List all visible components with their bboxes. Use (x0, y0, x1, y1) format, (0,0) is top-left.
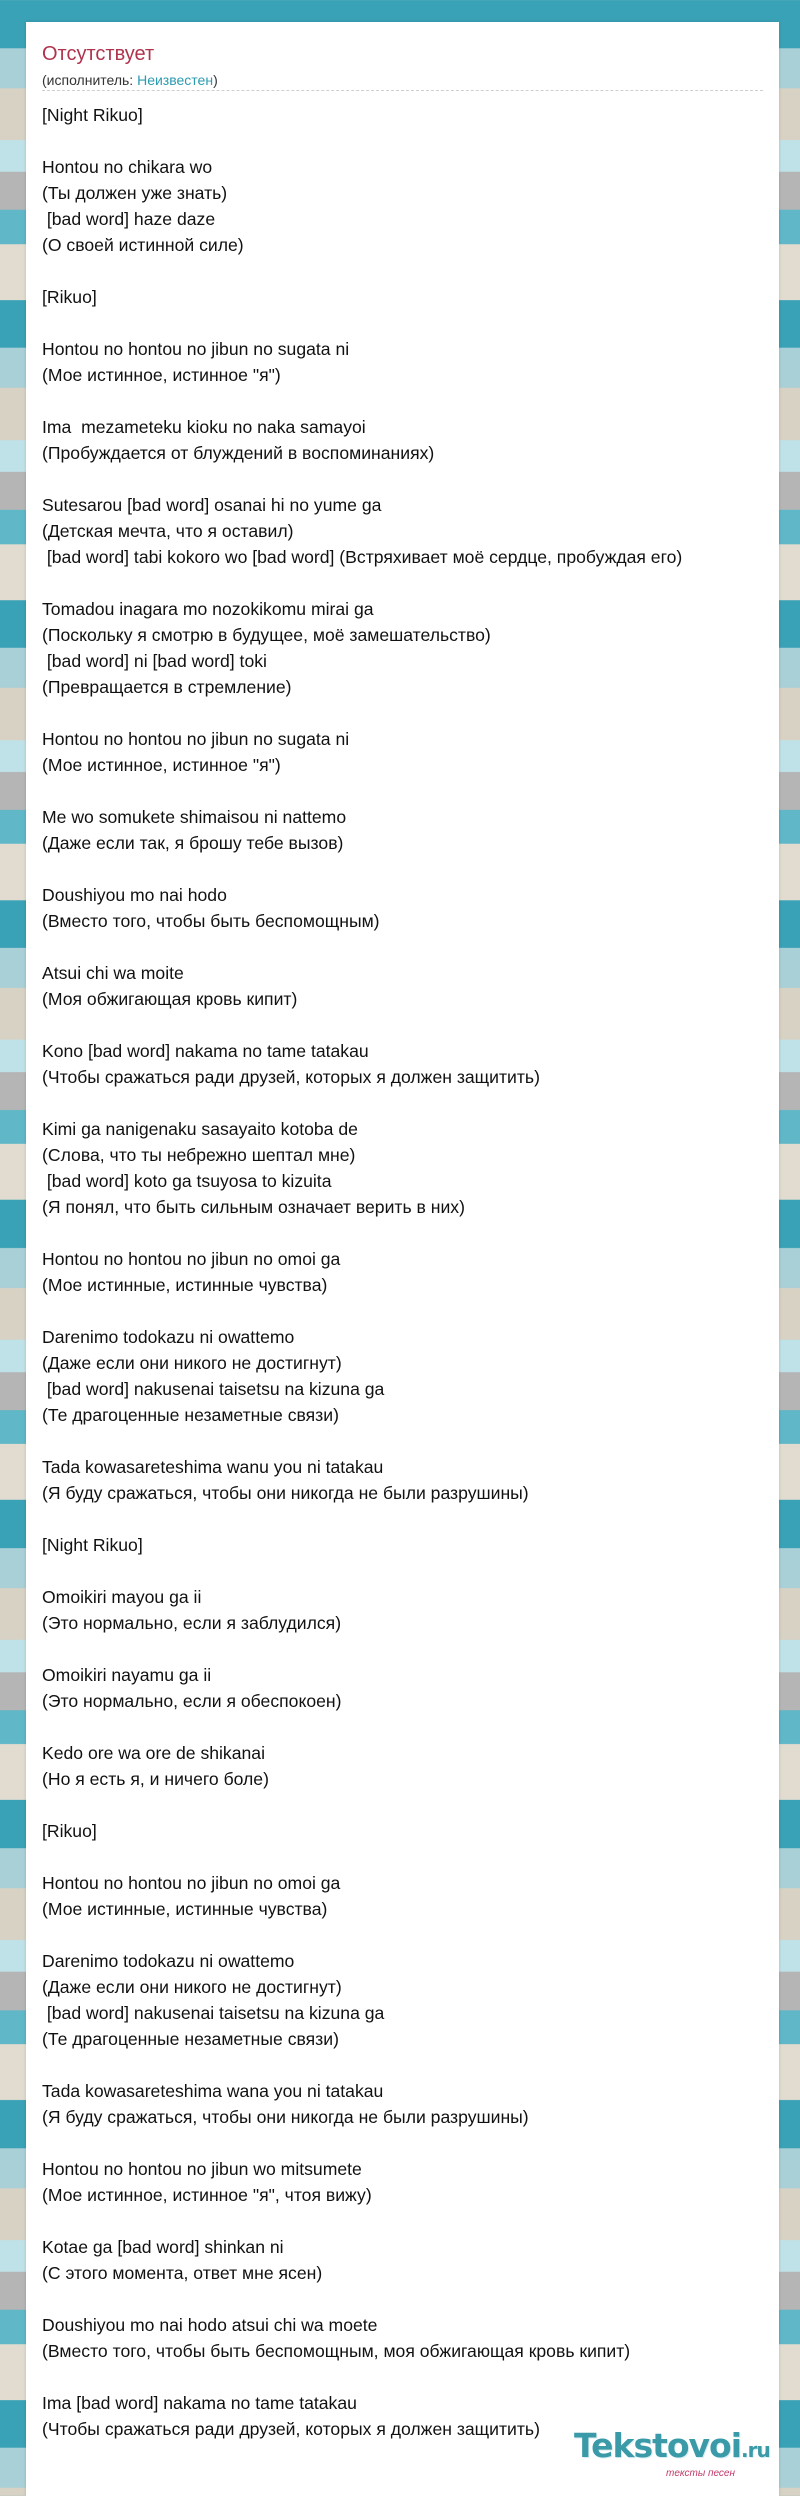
lyric-line: [bad word] nakusenai taisetsu na kizuna ga (42, 2003, 385, 2023)
lyric-line: [Rikuo] (42, 1821, 97, 1841)
lyric-line (42, 856, 800, 882)
lyric-line: Hontou no hontou no jibun wo mitsumete (42, 2159, 362, 2179)
lyric-line: (Вместо того, чтобы быть беспомощным) (42, 911, 380, 931)
lyric-line: Hontou no hontou no jibun no omoi ga (42, 1873, 341, 1893)
lyric-line: Kedo ore wa ore de shikanai (42, 1743, 265, 1763)
lyric-line: Sutesarou [bad word] osanai hi no yume ga (42, 495, 382, 515)
lyric-line: Hontou no hontou no jibun no omoi ga (42, 1249, 341, 1269)
lyric-line (42, 1558, 800, 1584)
lyric-line: [Night Rikuo] (42, 105, 143, 125)
lyric-line: Hontou no chikara wo (42, 157, 213, 177)
lyric-line (42, 2208, 800, 2234)
lyric-line: (Слова, что ты небрежно шептал мне) (42, 1145, 356, 1165)
lyric-line: (Мое истинные, истинные чувства) (42, 1899, 328, 1919)
lyric-line: Omoikiri mayou ga ii (42, 1587, 202, 1607)
lyric-line (42, 2130, 800, 2156)
lyric-line: Hontou no hontou no jibun no sugata ni (42, 339, 350, 359)
artist-link[interactable]: Неизвестен (137, 72, 214, 88)
lyric-line (42, 1792, 800, 1818)
artist-line (42, 72, 218, 88)
lyric-line (42, 1298, 800, 1324)
lyric-line (42, 388, 800, 414)
lyric-line: (Чтобы сражаться ради друзей, которых я должен защитить) (42, 2419, 540, 2439)
lyric-line: (Моя обжигающая кровь кипит) (42, 989, 298, 1009)
lyric-line: [bad word] haze daze (42, 209, 216, 229)
lyrics-text (42, 102, 800, 2442)
lyric-line: Doushiyou mo nai hodo (42, 885, 227, 905)
lyric-line (42, 1012, 800, 1038)
lyric-line: (Поскольку я смотрю в будущее, моё замешательство) (42, 625, 491, 645)
lyric-line: Darenimo todokazu ni owattemo (42, 1951, 295, 1971)
lyric-line: (Детская мечта, что я оставил) (42, 521, 294, 541)
lyric-line: (Пробуждается от блуждений в воспоминаниях) (42, 443, 435, 463)
site-logo[interactable] (574, 2426, 774, 2486)
lyric-line: (Мое истинные, истинные чувства) (42, 1275, 328, 1295)
lyric-line: (Даже если так, я брошу тебе вызов) (42, 833, 344, 853)
lyric-line: Kotae ga [bad word] shinkan ni (42, 2237, 284, 2257)
lyric-line: Ima mezameteku kioku no naka samayoi (42, 417, 366, 437)
lyric-line: (Превращается в стремление) (42, 677, 292, 697)
lyric-line: (Даже если они никого не достигнут) (42, 1977, 342, 1997)
logo-main-text: Tekstovoi (574, 2426, 742, 2465)
lyric-line (42, 778, 800, 804)
lyric-line: (Я понял, что быть сильным означает верить в них) (42, 1197, 465, 1217)
lyric-line: [bad word] koto ga tsuyosa to kizuita (42, 1171, 332, 1191)
lyric-line (42, 2286, 800, 2312)
lyric-line: Doushiyou mo nai hodo atsui chi wa moete (42, 2315, 378, 2335)
lyric-line: Ima [bad word] nakama no tame tatakau (42, 2393, 357, 2413)
lyric-line: Kono [bad word] nakama no tame tatakau (42, 1041, 369, 1061)
lyric-line: [bad word] tabi kokoro wo [bad word] (Встряхивает моё сердце, пробуждая его) (42, 547, 683, 567)
lyric-line: (Те драгоценные незаметные связи) (42, 2029, 339, 2049)
lyric-line: Kimi ga nanigenaku sasayaito kotoba de (42, 1119, 358, 1139)
lyric-line: [bad word] ni [bad word] toki (42, 651, 267, 671)
lyric-line (42, 1844, 800, 1870)
lyric-line: [Night Rikuo] (42, 1535, 143, 1555)
lyric-line (42, 128, 800, 154)
lyric-line (42, 1428, 800, 1454)
lyric-line: (Мое истинное, истинное "я") (42, 365, 281, 385)
lyric-line: (Мое истинное, истинное "я") (42, 755, 281, 775)
lyric-line: (Чтобы сражаться ради друзей, которых я должен защитить) (42, 1067, 540, 1087)
lyric-line (42, 570, 800, 596)
lyric-line: Hontou no hontou no jibun no sugata ni (42, 729, 350, 749)
lyric-line: (Те драгоценные незаметные связи) (42, 1405, 339, 1425)
lyric-line (42, 1636, 800, 1662)
lyric-line (42, 934, 800, 960)
lyric-line (42, 466, 800, 492)
lyric-line: Me wo somukete shimaisou ni nattemo (42, 807, 347, 827)
lyric-line: (Даже если они никого не достигнут) (42, 1353, 342, 1373)
lyric-line (42, 1922, 800, 1948)
lyric-line: Tada kowasareteshima wanu you ni tatakau (42, 1457, 384, 1477)
lyric-line: Tada kowasareteshima wana you ni tatakau (42, 2081, 384, 2101)
lyric-line: (С этого момента, ответ мне ясен) (42, 2263, 323, 2283)
lyric-line: (Я буду сражаться, чтобы они никогда не были разрушины) (42, 2107, 529, 2127)
lyric-line: (О своей истинной силе) (42, 235, 244, 255)
lyric-line: (Это нормально, если я заблудился) (42, 1613, 342, 1633)
lyric-line (42, 700, 800, 726)
lyric-line: (Это нормально, если я обеспокоен) (42, 1691, 342, 1711)
lyric-line (42, 2364, 800, 2390)
song-title: Отсутствует (42, 43, 155, 65)
logo-tagline: тексты песен (666, 2468, 735, 2479)
header-divider (42, 90, 763, 91)
lyric-line (42, 1506, 800, 1532)
artist-prefix: (исполнитель: (42, 72, 138, 88)
lyric-line: (Но я есть я, и ничего боле) (42, 1769, 269, 1789)
lyric-line: [Rikuo] (42, 287, 97, 307)
lyric-line: (Ты должен уже знать) (42, 183, 228, 203)
lyric-line: (Я буду сражаться, чтобы они никогда не были разрушины) (42, 1483, 529, 1503)
lyric-line (42, 2052, 800, 2078)
logo-tld: .ru (741, 2438, 770, 2462)
lyric-line: (Вместо того, чтобы быть беспомощным, моя обжигающая кровь кипит) (42, 2341, 631, 2361)
lyric-line: Atsui chi wa moite (42, 963, 184, 983)
lyric-line: Darenimo todokazu ni owattemo (42, 1327, 295, 1347)
lyric-line (42, 1220, 800, 1246)
lyric-line (42, 310, 800, 336)
lyric-line: [bad word] nakusenai taisetsu na kizuna ga (42, 1379, 385, 1399)
lyric-line: Omoikiri nayamu ga ii (42, 1665, 212, 1685)
logo-wordmark (574, 2426, 770, 2465)
lyric-line (42, 1714, 800, 1740)
lyric-line (42, 258, 800, 284)
lyric-line (42, 1090, 800, 1116)
lyric-line: Tomadou inagara mo nozokikomu mirai ga (42, 599, 374, 619)
lyrics-panel (26, 22, 779, 2496)
artist-suffix: ) (213, 72, 218, 88)
lyric-line: (Мое истинное, истинное "я", чтоя вижу) (42, 2185, 372, 2205)
